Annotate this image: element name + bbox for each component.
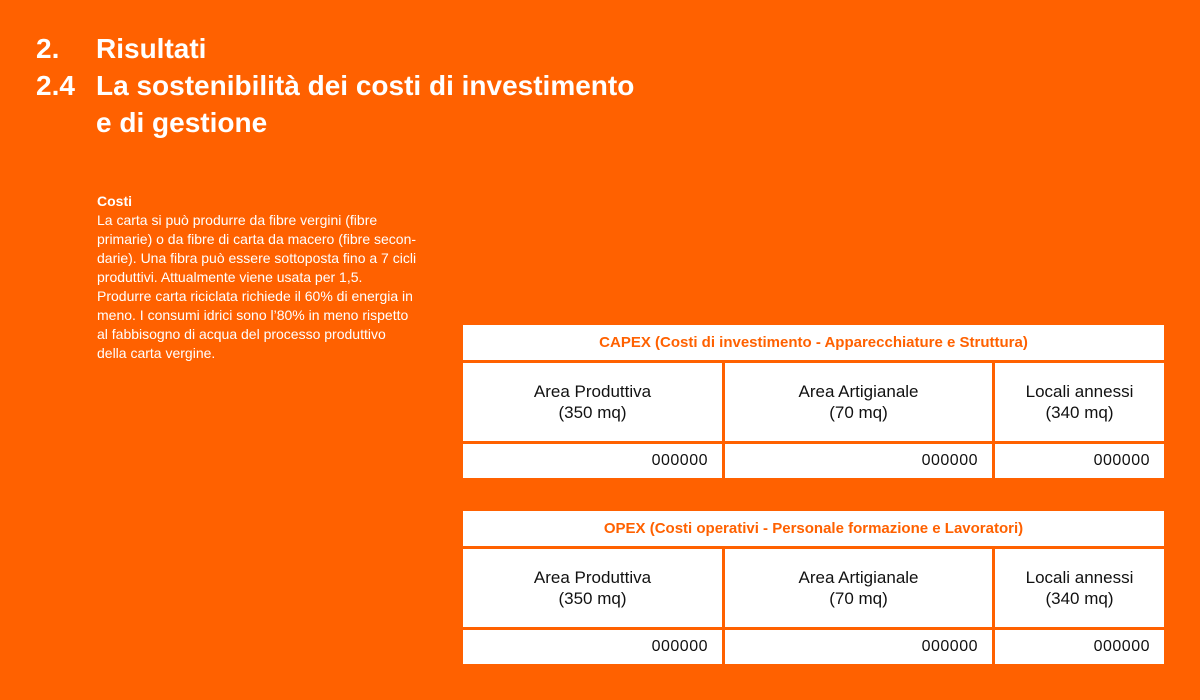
capex-header-area-artigianale: Area Artigianale (70 mq) <box>798 382 919 422</box>
opex-header-cell <box>995 549 1164 627</box>
capex-header-cell <box>463 363 722 441</box>
opex-header-row <box>463 549 1164 627</box>
subsection-heading <box>36 67 634 104</box>
capex-header-locali-annessi: Locali annessi (340 mq) <box>1025 382 1134 422</box>
opex-value-row <box>463 630 1164 664</box>
intro-block <box>97 192 465 363</box>
section-heading <box>36 30 634 67</box>
capex-table <box>463 325 1164 478</box>
opex-table <box>463 511 1164 664</box>
capex-value-row <box>463 444 1164 478</box>
opex-header-area-produttiva: Area Produttiva (350 mq) <box>533 568 652 608</box>
capex-value-area-produttiva: 000000 <box>463 444 722 478</box>
section-title: Risultati <box>96 33 207 64</box>
capex-header-cell <box>995 363 1164 441</box>
capex-header-area-produttiva: Area Produttiva (350 mq) <box>533 382 652 422</box>
section-number: 2. <box>36 33 60 64</box>
opex-header-cell <box>725 549 992 627</box>
opex-value-area-produttiva: 000000 <box>463 630 722 664</box>
opex-header-cell <box>463 549 722 627</box>
capex-header-row <box>463 363 1164 441</box>
capex-value-area-artigianale: 000000 <box>725 444 992 478</box>
intro-text: La carta si può produrre da fibre vergini (fibre primarie) o da fibre di carta da macero (fibre secon- darie). Una fibra può essere sottoposta fino a 7 cicli produttivi. Attualmente viene usata per 1,5. Produrre carta riciclata richiede il 60% di energia in meno. I consumi idrici sono l’80% in meno rispetto al fabbisogno di acqua del processo produttivo della carta vergine. <box>97 212 417 361</box>
capex-header-cell <box>725 363 992 441</box>
opex-header-area-artigianale: Area Artigianale (70 mq) <box>798 568 919 608</box>
opex-table-title: OPEX (Costi operativi - Personale formazione e Lavoratori) <box>463 511 1164 546</box>
capex-value-locali-annessi: 000000 <box>995 444 1164 478</box>
capex-table-title: CAPEX (Costi di investimento - Apparecchiature e Struttura) <box>463 325 1164 360</box>
opex-value-area-artigianale: 000000 <box>725 630 992 664</box>
heading-block <box>36 30 634 141</box>
opex-header-locali-annessi: Locali annessi (340 mq) <box>1025 568 1134 608</box>
subsection-title-line1: La sostenibilità dei costi di investimento <box>96 70 635 101</box>
intro-title: Costi <box>97 193 132 209</box>
opex-value-locali-annessi: 000000 <box>995 630 1164 664</box>
subsection-title-line2: e di gestione <box>96 107 268 138</box>
subsection-number: 2.4 <box>36 70 75 101</box>
subsection-heading-continued <box>36 104 634 141</box>
